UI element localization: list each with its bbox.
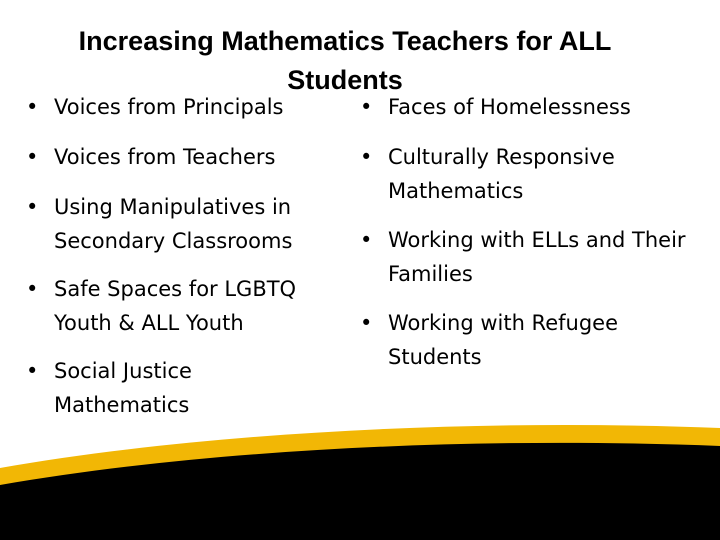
- slide-title: Increasing Mathematics Teachers for ALL Students: [78, 26, 612, 95]
- bullet-icon: •: [360, 311, 373, 335]
- list-item: [26, 190, 326, 258]
- list-item-text: Working with ELLs and Their Families: [388, 228, 686, 286]
- bullet-icon: •: [360, 145, 373, 169]
- list-item-text: Working with Refugee Students: [388, 311, 618, 369]
- list-item: [26, 90, 326, 124]
- bullet-icon: •: [360, 228, 373, 252]
- list-item-text: Voices from Teachers: [54, 145, 276, 169]
- bullet-icon: •: [360, 95, 373, 119]
- bullet-icon: •: [26, 277, 39, 301]
- list-item: [26, 272, 326, 340]
- list-item-text: Safe Spaces for LGBTQ Youth & ALL Youth: [54, 277, 297, 335]
- list-item-text: Faces of Homelessness: [388, 95, 631, 119]
- bullet-icon: •: [26, 145, 39, 169]
- bullet-icon: •: [26, 359, 39, 383]
- list-item-text: Using Manipulatives in Secondary Classrooms: [54, 195, 293, 253]
- list-item: [26, 140, 326, 174]
- bullet-icon: •: [26, 195, 39, 219]
- list-item-text: Social Justice Mathematics: [54, 359, 192, 417]
- decorative-swoosh-band: [0, 400, 720, 540]
- list-item: [360, 140, 690, 208]
- list-item: [360, 90, 690, 124]
- bullet-icon: •: [26, 95, 39, 119]
- list-item: [360, 223, 690, 291]
- list-item-text: Voices from Principals: [54, 95, 284, 119]
- list-item-text: Culturally Responsive Mathematics: [388, 145, 615, 203]
- list-item: [360, 306, 690, 374]
